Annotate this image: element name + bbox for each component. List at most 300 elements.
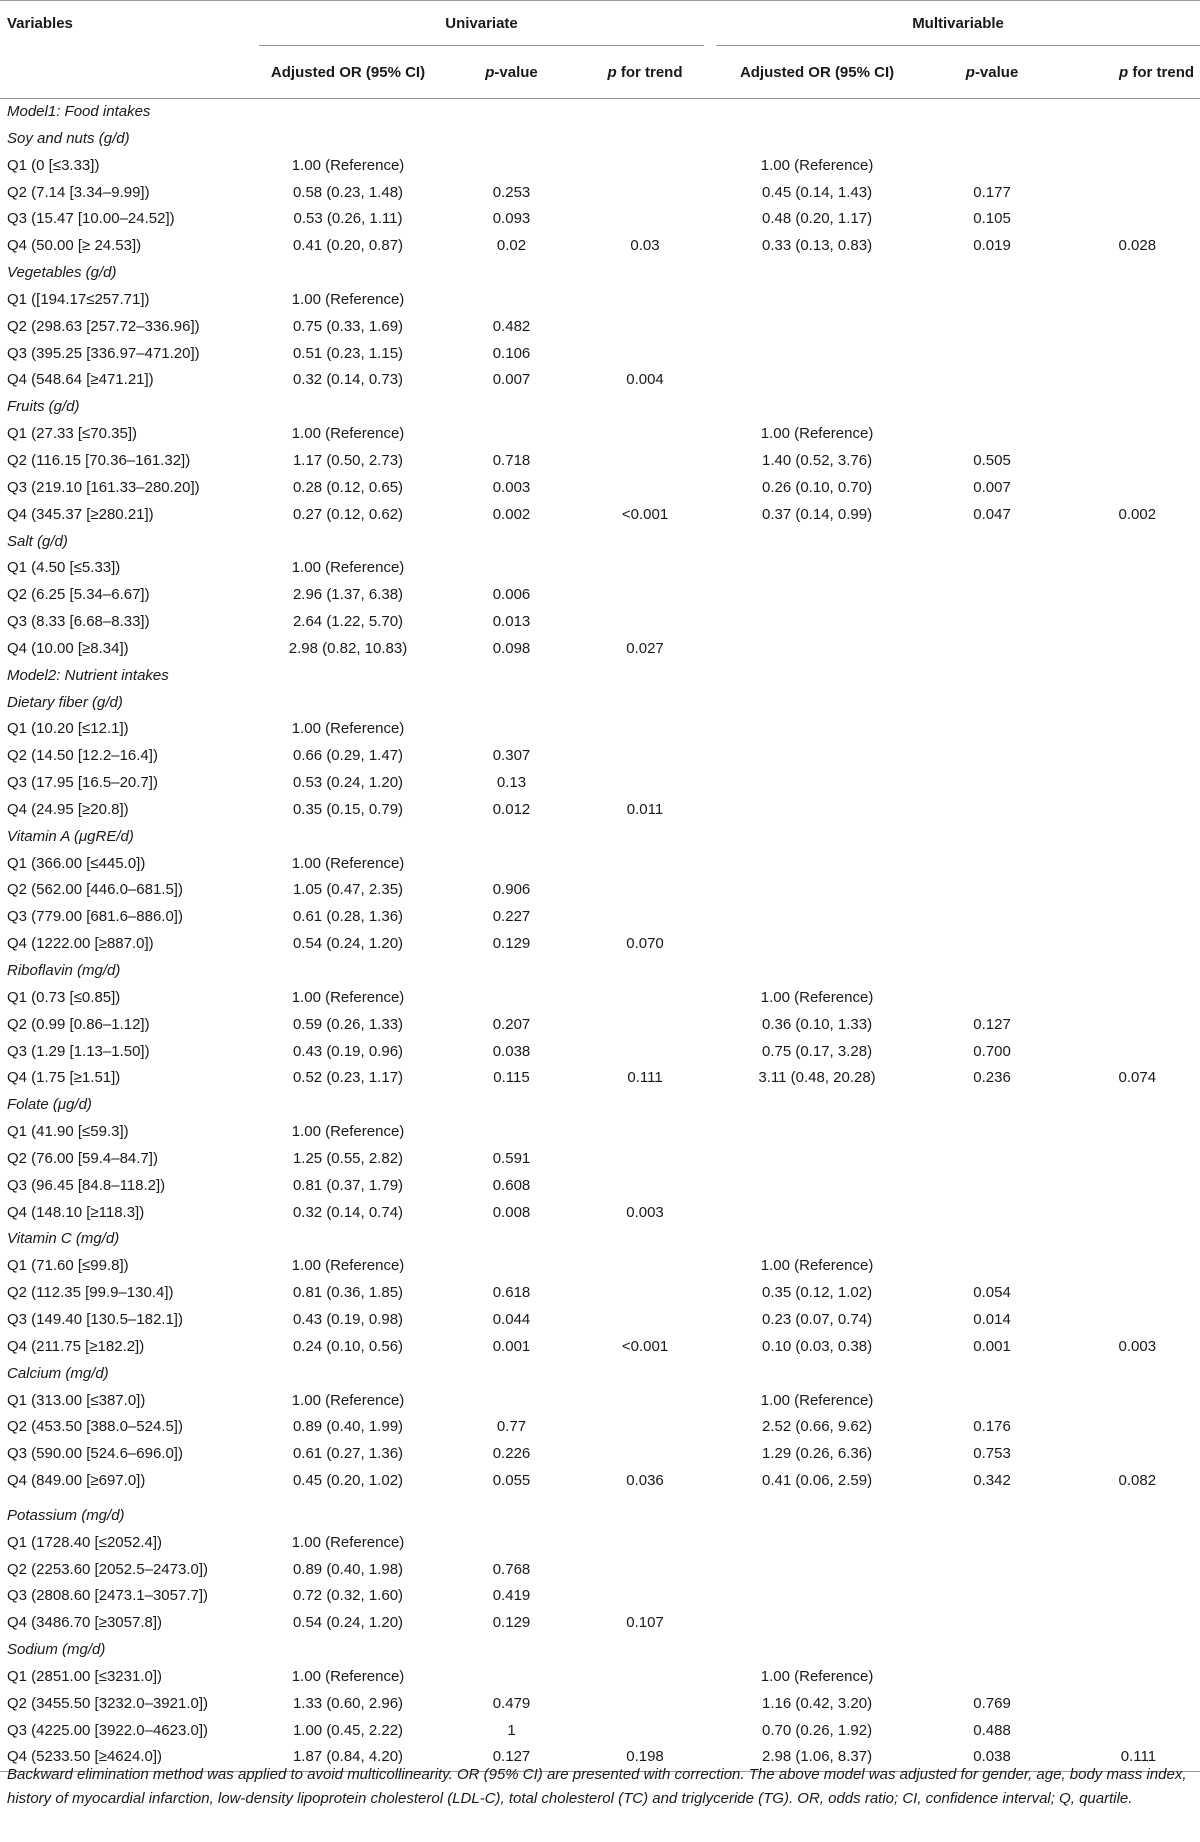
univariate-p-cell	[437, 985, 586, 1012]
multivariable-or-cell: 2.52 (0.66, 9.62)	[761, 1418, 873, 1436]
multivariable-p-cell	[918, 985, 1066, 1012]
univariate-p-cell	[437, 1361, 586, 1388]
multivariable-or-cell	[716, 1361, 918, 1388]
multivariable-or-cell	[716, 1200, 918, 1227]
multivariable-or-cell	[716, 1583, 918, 1610]
univariate-p-cell: 0.419	[492, 1587, 531, 1605]
table-row	[0, 1173, 1200, 1200]
univariate-p-cell	[437, 1530, 586, 1557]
multivariable-p-cell	[918, 1119, 1066, 1146]
univariate-p-cell: 0.001	[492, 1337, 531, 1355]
multivariable-trend-cell	[1066, 1280, 1200, 1307]
univariate-or-cell: 0.61 (0.27, 1.36)	[292, 1445, 404, 1463]
variable-cell: Q3 (395.25 [336.97–471.20])	[7, 344, 200, 362]
multivariable-trend-cell	[1066, 394, 1200, 421]
variable-cell: Q1 (1728.40 [≤2052.4])	[7, 1533, 163, 1551]
multivariable-trend-cell	[1066, 985, 1200, 1012]
univariate-or-cell: 1.00 (Reference)	[291, 1391, 405, 1409]
spacer-cell	[704, 1691, 716, 1718]
univariate-trend-cell: 0.111	[627, 1069, 663, 1087]
univariate-or-cell: 1.17 (0.50, 2.73)	[292, 451, 404, 469]
variable-cell: Q1 (27.33 [≤70.35])	[7, 425, 137, 443]
univariate-trend-cell	[586, 743, 704, 770]
multivariable-trend-cell	[1066, 367, 1200, 394]
multivariable-p-cell	[918, 743, 1066, 770]
table-row	[0, 985, 1200, 1012]
variable-header-row	[0, 1361, 1200, 1388]
univariate-trend-cell	[586, 1119, 704, 1146]
univariate-trend-cell: 0.107	[626, 1614, 664, 1632]
multivariable-p-cell: 0.176	[973, 1418, 1011, 1436]
multivariable-or-cell	[716, 770, 918, 797]
header-univariate-trend-suffix: for trend	[616, 63, 683, 81]
univariate-p-cell: 0.127	[437, 1744, 586, 1771]
univariate-trend-cell	[586, 206, 704, 233]
variable-cell: Vitamin C (mg/d)	[7, 1230, 120, 1248]
variable-cell: Q2 (562.00 [446.0–681.5])	[7, 881, 183, 899]
univariate-p-cell	[437, 394, 586, 421]
header-univariate-or: Adjusted OR (95% CI)	[270, 63, 426, 81]
multivariable-trend-cell	[1066, 636, 1200, 663]
multivariable-trend-cell	[1066, 797, 1200, 824]
variable-cell: Q2 (7.14 [3.34–9.99])	[7, 183, 150, 201]
multivariable-p-cell	[918, 1226, 1066, 1253]
multivariable-p-cell	[918, 1146, 1066, 1173]
univariate-or-cell: 0.28 (0.12, 0.65)	[292, 478, 404, 496]
multivariable-trend-cell	[1066, 1610, 1200, 1637]
spacer-cell	[704, 1441, 716, 1468]
univariate-p-cell	[437, 99, 586, 126]
univariate-or-cell: 0.61 (0.28, 1.36)	[292, 908, 404, 926]
multivariable-or-cell	[716, 851, 918, 878]
spacer-cell	[704, 851, 716, 878]
variable-cell: Q1 (10.20 [≤12.1])	[7, 720, 129, 738]
variable-cell: Q3 (219.10 [161.33–280.20])	[7, 478, 200, 496]
spacer-cell	[704, 475, 716, 502]
multivariable-p-cell	[918, 904, 1066, 931]
spacer-cell	[704, 314, 716, 341]
spacer-cell	[704, 367, 716, 394]
spacer-cell	[704, 1307, 716, 1334]
variable-cell: Sodium (mg/d)	[7, 1641, 106, 1659]
multivariable-p-cell	[918, 636, 1066, 663]
univariate-or-cell: 1.33 (0.60, 2.96)	[292, 1694, 404, 1712]
table-row	[0, 1307, 1200, 1334]
table-row	[0, 716, 1200, 743]
table-row	[0, 1610, 1200, 1637]
multivariable-trend-cell	[1066, 287, 1200, 314]
multivariable-trend-cell	[1066, 1146, 1200, 1173]
univariate-or-cell: 0.43 (0.19, 0.98)	[292, 1310, 404, 1328]
univariate-trend-cell	[586, 421, 704, 448]
multivariable-or-cell: 0.36 (0.10, 1.33)	[761, 1015, 873, 1033]
spacer-cell	[704, 1468, 716, 1495]
univariate-or-cell: 0.54 (0.24, 1.20)	[292, 1614, 404, 1632]
univariate-or-cell	[259, 126, 437, 153]
multivariable-or-cell	[716, 555, 918, 582]
variable-cell: Q3 (8.33 [6.68–8.33])	[7, 613, 150, 631]
multivariable-or-cell: 0.75 (0.17, 3.28)	[761, 1042, 873, 1060]
univariate-or-cell	[259, 1361, 437, 1388]
spacer-cell	[704, 233, 716, 260]
univariate-p-cell: 0.055	[492, 1472, 531, 1490]
spacer-cell	[704, 1334, 716, 1361]
univariate-trend-cell	[586, 1253, 704, 1280]
multivariable-or-cell	[716, 367, 918, 394]
table-row	[0, 314, 1200, 341]
univariate-or-cell: 1.00 (Reference)	[291, 559, 405, 577]
spacer-cell	[704, 1253, 716, 1280]
spacer-cell	[704, 1718, 716, 1745]
multivariable-p-cell: 0.488	[973, 1721, 1011, 1739]
univariate-p-cell: 0.038	[492, 1042, 531, 1060]
univariate-trend-cell	[586, 1664, 704, 1691]
univariate-trend-cell	[586, 1388, 704, 1415]
variable-cell: Riboflavin (mg/d)	[7, 962, 121, 979]
multivariable-p-cell	[918, 341, 1066, 368]
spacer-cell	[704, 341, 716, 368]
spacer-cell	[704, 743, 716, 770]
univariate-or-cell: 0.54 (0.24, 1.20)	[292, 935, 404, 953]
variable-cell: Q4 (5233.50 [≥4624.0])	[0, 1744, 259, 1771]
univariate-trend-cell	[586, 985, 704, 1012]
multivariable-or-cell: 1.40 (0.52, 3.76)	[761, 451, 873, 469]
univariate-or-cell: 1.00 (Reference)	[291, 1533, 405, 1551]
univariate-p-cell: 0.106	[492, 344, 531, 362]
univariate-trend-cell	[586, 99, 704, 126]
multivariable-trend-cell	[1066, 126, 1200, 153]
univariate-trend-cell	[586, 341, 704, 368]
variable-cell: Q1 (4.50 [≤5.33])	[7, 559, 121, 577]
multivariable-p-cell	[918, 314, 1066, 341]
multivariable-trend-cell: 0.003	[1118, 1337, 1157, 1355]
multivariable-trend-cell	[1066, 421, 1200, 448]
table-row	[0, 448, 1200, 475]
multivariable-or-cell	[716, 529, 918, 556]
variable-cell: Dietary fiber (g/d)	[7, 693, 123, 711]
variable-cell: Q2 (0.99 [0.86–1.12])	[7, 1015, 150, 1033]
multivariable-trend-cell	[1066, 341, 1200, 368]
multivariable-trend-cell	[1066, 1307, 1200, 1334]
multivariable-or-cell: 0.45 (0.14, 1.43)	[761, 183, 873, 201]
header-variables: Variables	[7, 14, 73, 32]
multivariable-or-cell: 1.00 (Reference)	[760, 1257, 874, 1275]
variable-cell: Q3 (96.45 [84.8–118.2])	[7, 1176, 166, 1194]
multivariable-trend-cell	[1066, 851, 1200, 878]
table-row	[0, 1691, 1200, 1718]
univariate-p-cell	[437, 126, 586, 153]
spacer-cell	[704, 180, 716, 207]
variable-cell: Vitamin A (μgRE/d)	[7, 827, 134, 845]
variable-cell: Q1 (71.60 [≤99.8])	[7, 1257, 129, 1275]
univariate-or-cell: 1.05 (0.47, 2.35)	[292, 881, 404, 899]
variable-header-row	[0, 260, 1200, 287]
univariate-p-cell	[437, 851, 586, 878]
variable-cell: Q1 (41.90 [≤59.3])	[7, 1123, 129, 1141]
multivariable-trend-cell	[1066, 1583, 1200, 1610]
univariate-p-cell	[437, 1388, 586, 1415]
multivariable-or-cell	[716, 1610, 918, 1637]
variable-cell: Q3 (590.00 [524.6–696.0])	[7, 1445, 183, 1463]
univariate-trend-cell: 0.070	[626, 935, 664, 953]
univariate-p-cell: 0.098	[492, 639, 531, 657]
univariate-p-cell	[437, 287, 586, 314]
univariate-p-cell: 0.006	[492, 586, 531, 604]
univariate-trend-cell	[586, 609, 704, 636]
univariate-trend-cell	[586, 287, 704, 314]
multivariable-trend-cell	[1066, 1718, 1200, 1745]
variable-cell: Vegetables (g/d)	[7, 264, 117, 282]
table-row	[0, 636, 1200, 663]
multivariable-trend-cell	[1066, 1226, 1200, 1253]
multivariable-trend-cell	[1066, 716, 1200, 743]
multivariable-trend-cell	[1066, 877, 1200, 904]
spacer-cell	[704, 690, 716, 717]
univariate-p-cell: 0.129	[492, 1614, 531, 1632]
univariate-trend-cell	[586, 582, 704, 609]
spacer-cell	[704, 931, 716, 958]
table-row	[0, 1718, 1200, 1745]
multivariable-or-cell	[716, 287, 918, 314]
univariate-trend-cell	[586, 1503, 704, 1530]
variable-cell: Q1 (0 [≤3.33])	[7, 156, 100, 174]
variable-cell: Q2 (3455.50 [3232.0–3921.0])	[7, 1694, 208, 1712]
univariate-trend-cell	[586, 153, 704, 180]
multivariable-or-cell: 1.00 (Reference)	[760, 988, 874, 1006]
multivariable-trend-cell	[1066, 1039, 1200, 1066]
univariate-trend-cell	[586, 1441, 704, 1468]
multivariable-p-cell: 0.505	[973, 451, 1011, 469]
variable-cell: Q4 (211.75 [≥182.2])	[7, 1337, 145, 1355]
univariate-p-cell: 0.02	[496, 237, 527, 255]
multivariable-p-cell: 0.054	[973, 1284, 1011, 1302]
header-univariate-p: p-value	[485, 63, 538, 81]
table-row	[0, 367, 1200, 394]
spacer-cell	[0, 1495, 259, 1503]
spacer-cell	[704, 663, 716, 690]
variable-cell: Q2 (453.50 [388.0–524.5])	[7, 1418, 183, 1436]
univariate-trend-cell	[586, 1557, 704, 1584]
univariate-p-cell	[437, 958, 586, 985]
univariate-trend-cell	[586, 126, 704, 153]
variable-cell: Q2 (112.35 [99.9–130.4])	[7, 1284, 174, 1302]
variable-header-row	[0, 958, 1200, 985]
univariate-or-cell: 0.81 (0.36, 1.85)	[292, 1284, 404, 1302]
header-spacer	[704, 46, 716, 99]
univariate-trend-cell	[586, 904, 704, 931]
variable-cell: Salt (g/d)	[7, 532, 68, 550]
univariate-trend-cell	[586, 663, 704, 690]
multivariable-trend-cell	[1066, 770, 1200, 797]
univariate-or-cell: 0.81 (0.37, 1.79)	[292, 1176, 404, 1194]
multivariable-p-cell: 0.753	[973, 1445, 1011, 1463]
univariate-trend-cell: 0.03	[630, 237, 660, 255]
spacer-cell	[586, 1495, 704, 1503]
multivariable-p-cell	[918, 1361, 1066, 1388]
variable-cell: Q1 (366.00 [≤445.0])	[7, 854, 146, 872]
univariate-or-cell: 1.00 (Reference)	[291, 854, 405, 872]
univariate-trend-cell	[586, 1691, 704, 1718]
univariate-trend-cell	[586, 1637, 704, 1664]
univariate-trend-cell	[586, 555, 704, 582]
univariate-p-cell: 0.013	[492, 613, 531, 631]
multivariable-trend-cell	[1066, 931, 1200, 958]
variable-cell: Fruits (g/d)	[7, 398, 80, 416]
univariate-p-cell: 0.608	[492, 1176, 531, 1194]
table-row	[0, 1253, 1200, 1280]
univariate-p-cell	[437, 555, 586, 582]
variable-cell: Q2 (14.50 [12.2–16.4])	[7, 747, 158, 765]
multivariable-trend-cell	[1066, 1414, 1200, 1441]
univariate-or-cell	[259, 1637, 437, 1664]
univariate-trend-cell	[586, 1361, 704, 1388]
spacer-cell	[704, 1200, 716, 1227]
univariate-or-cell: 1.00 (Reference)	[291, 720, 405, 738]
multivariable-or-cell: 0.26 (0.10, 0.70)	[761, 478, 873, 496]
multivariable-trend-cell	[1066, 1691, 1200, 1718]
multivariable-trend-cell	[1066, 1119, 1200, 1146]
spacer-cell	[704, 582, 716, 609]
multivariable-p-cell	[918, 663, 1066, 690]
univariate-trend-cell	[586, 475, 704, 502]
header-multivariable-or: Adjusted OR (95% CI)	[739, 63, 895, 81]
multivariable-or-cell	[716, 824, 918, 851]
multivariable-trend-cell	[1066, 690, 1200, 717]
spacer-cell	[704, 1495, 716, 1503]
multivariable-or-cell	[716, 1530, 918, 1557]
multivariable-trend-cell: 0.074	[1118, 1069, 1157, 1087]
header-multivariable-p-suffix: -value	[974, 63, 1019, 81]
univariate-trend-cell	[586, 1173, 704, 1200]
multivariable-p-cell	[918, 770, 1066, 797]
univariate-or-cell: 0.59 (0.26, 1.33)	[292, 1015, 404, 1033]
spacer-cell	[704, 1092, 716, 1119]
multivariable-p-cell	[918, 260, 1066, 287]
univariate-trend-cell: 0.036	[626, 1472, 664, 1490]
multivariable-or-cell: 3.11 (0.48, 20.28)	[758, 1069, 876, 1087]
variable-header-row	[0, 1503, 1200, 1530]
variable-header-row	[0, 126, 1200, 153]
univariate-or-cell: 0.45 (0.20, 1.02)	[292, 1472, 404, 1490]
multivariable-p-cell	[918, 851, 1066, 878]
univariate-or-cell: 0.53 (0.24, 1.20)	[292, 774, 404, 792]
multivariable-trend-cell: 0.111	[1066, 1744, 1200, 1771]
univariate-trend-cell: 0.004	[626, 371, 664, 389]
univariate-p-cell	[437, 529, 586, 556]
spacer-cell	[704, 1173, 716, 1200]
spacer-cell	[704, 1664, 716, 1691]
multivariable-p-cell: 0.105	[973, 210, 1011, 228]
multivariable-p-cell	[918, 1173, 1066, 1200]
variable-cell: Q3 (779.00 [681.6–886.0])	[7, 908, 183, 926]
variable-cell: Q2 (2253.60 [2052.5–2473.0])	[7, 1560, 208, 1578]
univariate-or-cell: 0.32 (0.14, 0.73)	[292, 371, 404, 389]
multivariable-p-cell	[918, 1530, 1066, 1557]
univariate-p-cell: 0.768	[492, 1560, 531, 1578]
variable-cell: Q2 (116.15 [70.36–161.32])	[7, 451, 191, 469]
multivariable-p-cell	[918, 394, 1066, 421]
multivariable-p-cell: 0.007	[973, 478, 1011, 496]
multivariable-or-cell	[716, 797, 918, 824]
variable-header-row	[0, 1637, 1200, 1664]
multivariable-p-cell: 0.177	[973, 183, 1011, 201]
multivariable-trend-cell	[1066, 153, 1200, 180]
variable-header-row	[0, 824, 1200, 851]
spacer-cell	[704, 1119, 716, 1146]
univariate-trend-cell	[586, 1583, 704, 1610]
multivariable-or-cell	[716, 1146, 918, 1173]
univariate-or-cell: 0.89 (0.40, 1.98)	[292, 1560, 404, 1578]
univariate-or-cell: 1.00 (0.45, 2.22)	[292, 1721, 404, 1739]
spacer-cell	[704, 1146, 716, 1173]
univariate-p-cell: 0.591	[492, 1149, 531, 1167]
multivariable-p-cell	[918, 99, 1066, 126]
univariate-or-cell	[259, 824, 437, 851]
univariate-p-cell	[437, 1226, 586, 1253]
univariate-or-cell: 1.00 (Reference)	[291, 1667, 405, 1685]
univariate-p-cell: 0.253	[492, 183, 531, 201]
table-footnote: Backward elimination method was applied to avoid multicollinearity. OR (95% CI) are presented with correction. The above model was adjusted for gender, age, body mass index, history of myocardial infarction, low-density lipoprotein cholesterol (LDL-C), total cholesterol (TC) and triglyceride (TG). OR, odds ratio; CI, confidence interval; Q, quartile.	[7, 1766, 1187, 1807]
multivariable-or-cell	[716, 904, 918, 931]
multivariable-p-cell	[918, 1637, 1066, 1664]
multivariable-p-cell: 0.014	[973, 1310, 1011, 1328]
multivariable-p-cell	[918, 1610, 1066, 1637]
univariate-p-cell	[437, 1253, 586, 1280]
univariate-trend-cell	[586, 877, 704, 904]
univariate-trend-cell	[586, 314, 704, 341]
multivariable-or-cell: 0.23 (0.07, 0.74)	[761, 1310, 873, 1328]
spacer-cell	[704, 421, 716, 448]
univariate-or-cell: 0.89 (0.40, 1.99)	[292, 1418, 404, 1436]
multivariable-trend-cell	[1066, 1253, 1200, 1280]
variable-cell: Q4 (1222.00 [≥887.0])	[7, 935, 154, 953]
table-row	[0, 931, 1200, 958]
variable-header-row	[0, 1226, 1200, 1253]
multivariable-p-cell	[918, 126, 1066, 153]
variable-cell: Q3 (1.29 [1.13–1.50])	[7, 1042, 150, 1060]
univariate-or-cell: 1.00 (Reference)	[291, 1123, 405, 1141]
univariate-or-cell: 0.72 (0.32, 1.60)	[292, 1587, 404, 1605]
univariate-or-cell: 1.00 (Reference)	[291, 988, 405, 1006]
univariate-trend-cell	[586, 1039, 704, 1066]
univariate-trend-cell	[586, 1012, 704, 1039]
univariate-or-cell: 2.96 (1.37, 6.38)	[292, 586, 404, 604]
univariate-or-cell: 1.00 (Reference)	[291, 425, 405, 443]
spacer-cell	[704, 1530, 716, 1557]
multivariable-p-cell	[918, 421, 1066, 448]
table-row	[0, 180, 1200, 207]
multivariable-p-cell	[918, 716, 1066, 743]
multivariable-or-cell: 1.16 (0.42, 3.20)	[761, 1694, 873, 1712]
univariate-p-cell	[437, 824, 586, 851]
table-row	[0, 555, 1200, 582]
univariate-trend-cell	[586, 851, 704, 878]
univariate-or-cell: 1.00 (Reference)	[291, 1257, 405, 1275]
multivariable-trend-cell	[1066, 1557, 1200, 1584]
univariate-p-cell: 1	[507, 1721, 516, 1739]
multivariable-trend-cell	[1066, 314, 1200, 341]
multivariable-p-cell	[918, 1253, 1066, 1280]
univariate-p-cell	[437, 716, 586, 743]
multivariable-p-cell	[918, 555, 1066, 582]
multivariable-trend-cell	[1066, 1012, 1200, 1039]
univariate-or-cell: 0.27 (0.12, 0.62)	[292, 505, 404, 523]
variable-cell: Q2 (76.00 [59.4–84.7])	[7, 1149, 158, 1167]
univariate-p-cell: 0.002	[492, 505, 531, 523]
multivariable-trend-cell	[1066, 529, 1200, 556]
multivariable-p-cell	[918, 153, 1066, 180]
table-row	[0, 877, 1200, 904]
